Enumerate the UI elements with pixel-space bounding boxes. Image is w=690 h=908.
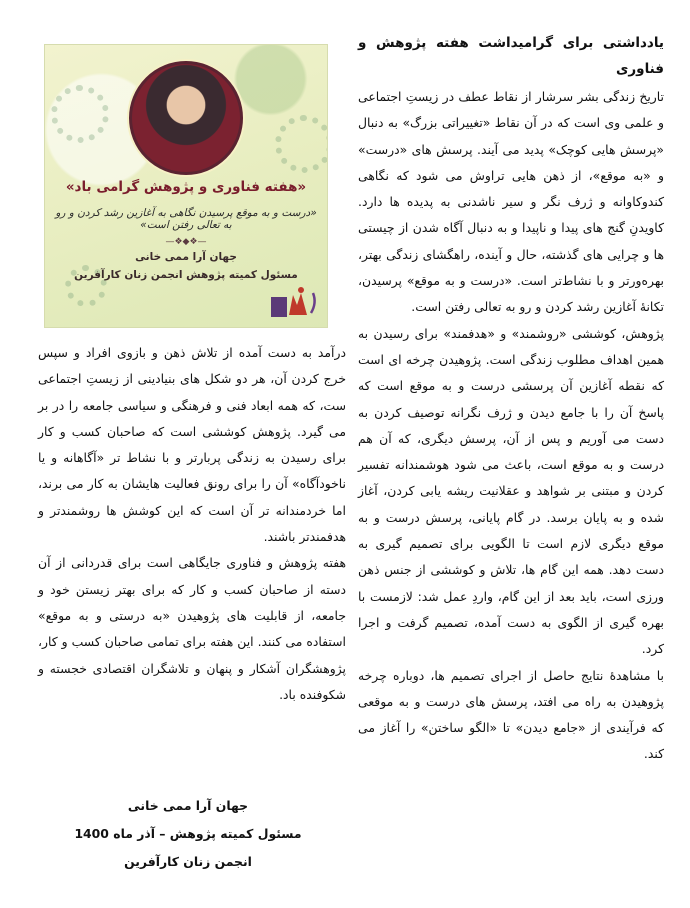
gear-decoration-icon xyxy=(275,115,328,173)
signature-position: مسئول کمیته پژوهش – آذر ماه 1400 xyxy=(74,826,302,841)
banner-author-name: جهان آرا ممی خانی xyxy=(135,251,237,263)
paragraph: تاریخ زندگی بشر سرشار از نقاط عطف در زیستِ اجتماعی و علمی وی است که در آن نقاط «تغییراتی بزرگ» به دنبال «پرسش هایی کوچک» پدید می آیند. پرسش های «درست» و «به موقع»، از ذهن هایی تراوش می شود که نگاهی کندوکاوانه و ژرف نگر و سیر ناشدنی به پدیده ها دارد. کاویدنِ گنج های پیدا و ناپیدا و به دنبال آگاه شدن از چیستی ها و چرایی های گذشته، حال و آینده، راهگشای زندگی بهتر، بهره‌ورتر و با نشاط‌تر است. «درست و به موقع» پرسیدن، تکانهٔ آغازین رشد کردن و رو به تعالی رفتن است. xyxy=(358,89,664,315)
right-text-column xyxy=(358,30,664,768)
banner-quote: «درست و به موقع پرسیدن نگاهی به آغازین رشد کردن و رو به تعالی رفتن است» xyxy=(55,207,317,231)
article-title: یادداشتی برای گرامیداشت هفته پژوهش و فناوری xyxy=(358,35,664,77)
paragraph: پژوهش، کوششی «روشمند» و «هدفمند» برای رسیدن به همین اهداف مطلوب زندگی است. پژوهیدن چرخه ای است که نقطه آغازین آن پرسشی درست و به موقع است که پاسخ آن را با جامع دیدن و ژرف نگرانه توصیف کردن به دست می آوریم و پس از آن، پرسش دیگری، که آن هم درست و به موقع است، باعث می شود هوشمندانه تفسیر کردن و مبتنی بر شواهد و عقلانیت ریشه یابی کردن، آغاز شده و به پایان برسد. در گام پایانی، پرسش درست و به موقع دیگری لازم است تا الگویی برای تصمیم گیری به دست دهد. همه این گام ها، تلاش و کوششی از جنس ذهن ورزی است، باید بعد از این گام، واردِ عمل شد: لازمست با بهره گیری از الگوی به دست آمده، تصمیم گرفت و اجرا کرد. xyxy=(358,325,664,657)
banner-image xyxy=(44,44,328,328)
signature-name: جهان آرا ممی خانی xyxy=(127,798,249,813)
banner-author-role: مسئول کمیته پژوهش انجمن زنان کارآفرین xyxy=(74,269,298,281)
paragraph: هفته پژوهش و فناوری جایگاهی است برای قدردانی از آن دسته از صاحبان کسب و کار که برای بهتر زیستن خود و جامعه، از قابلیت های پژوهیدن «به درستی و به موقع» استفاده می کنند. این هفته برای تمامی صاحبان کسب و کار، پژوهشگران آشکار و پنهان و تلاشگران اقتصادی خجسته و شکوفنده باد. xyxy=(38,555,346,702)
signature-block xyxy=(38,792,338,876)
gear-decoration-icon xyxy=(51,85,109,143)
ornament-divider-icon: —❖◆❖— xyxy=(165,237,207,247)
banner-slogan: «هفته فناوری و پژوهش گرامی باد» xyxy=(65,179,307,195)
left-text-column xyxy=(38,340,346,708)
paragraph: درآمد به دست آمده از تلاش ذهن و بازوی افراد و سپس خرج کردن آن، هر دو شکل های بنیادینی از زیستِ اجتماعی ست، که همه ابعاد فنی و فرهنگی و سیاسی جامعه را در بر می گیرد. پژوهش کوششی است که صاحبان کسب و کار برای رسیدن به زندگی پربارتر و با نشاط تر «آگاهانه و یا ناخودآگاه» آن را برای رونق فعالیت هایشان به کار می برند، اما خردمندانه تر آن است که این کوشش ها روشمندتر و هدفمندتر باشند. xyxy=(38,345,346,545)
organization-logo xyxy=(267,283,321,323)
paragraph: با مشاهدهٔ نتایج حاصل از اجرای تصمیم ها، دوباره چرخه پژوهیدن به راه می افتد، پرسش های درست و به موقعی که فرآیندی از «جامع دیدن» تا «الگو ساختن» را آغاز می کند. xyxy=(358,667,664,762)
author-portrait xyxy=(129,61,243,175)
signature-organization: انجمن زنان کارآفرین xyxy=(124,854,252,869)
